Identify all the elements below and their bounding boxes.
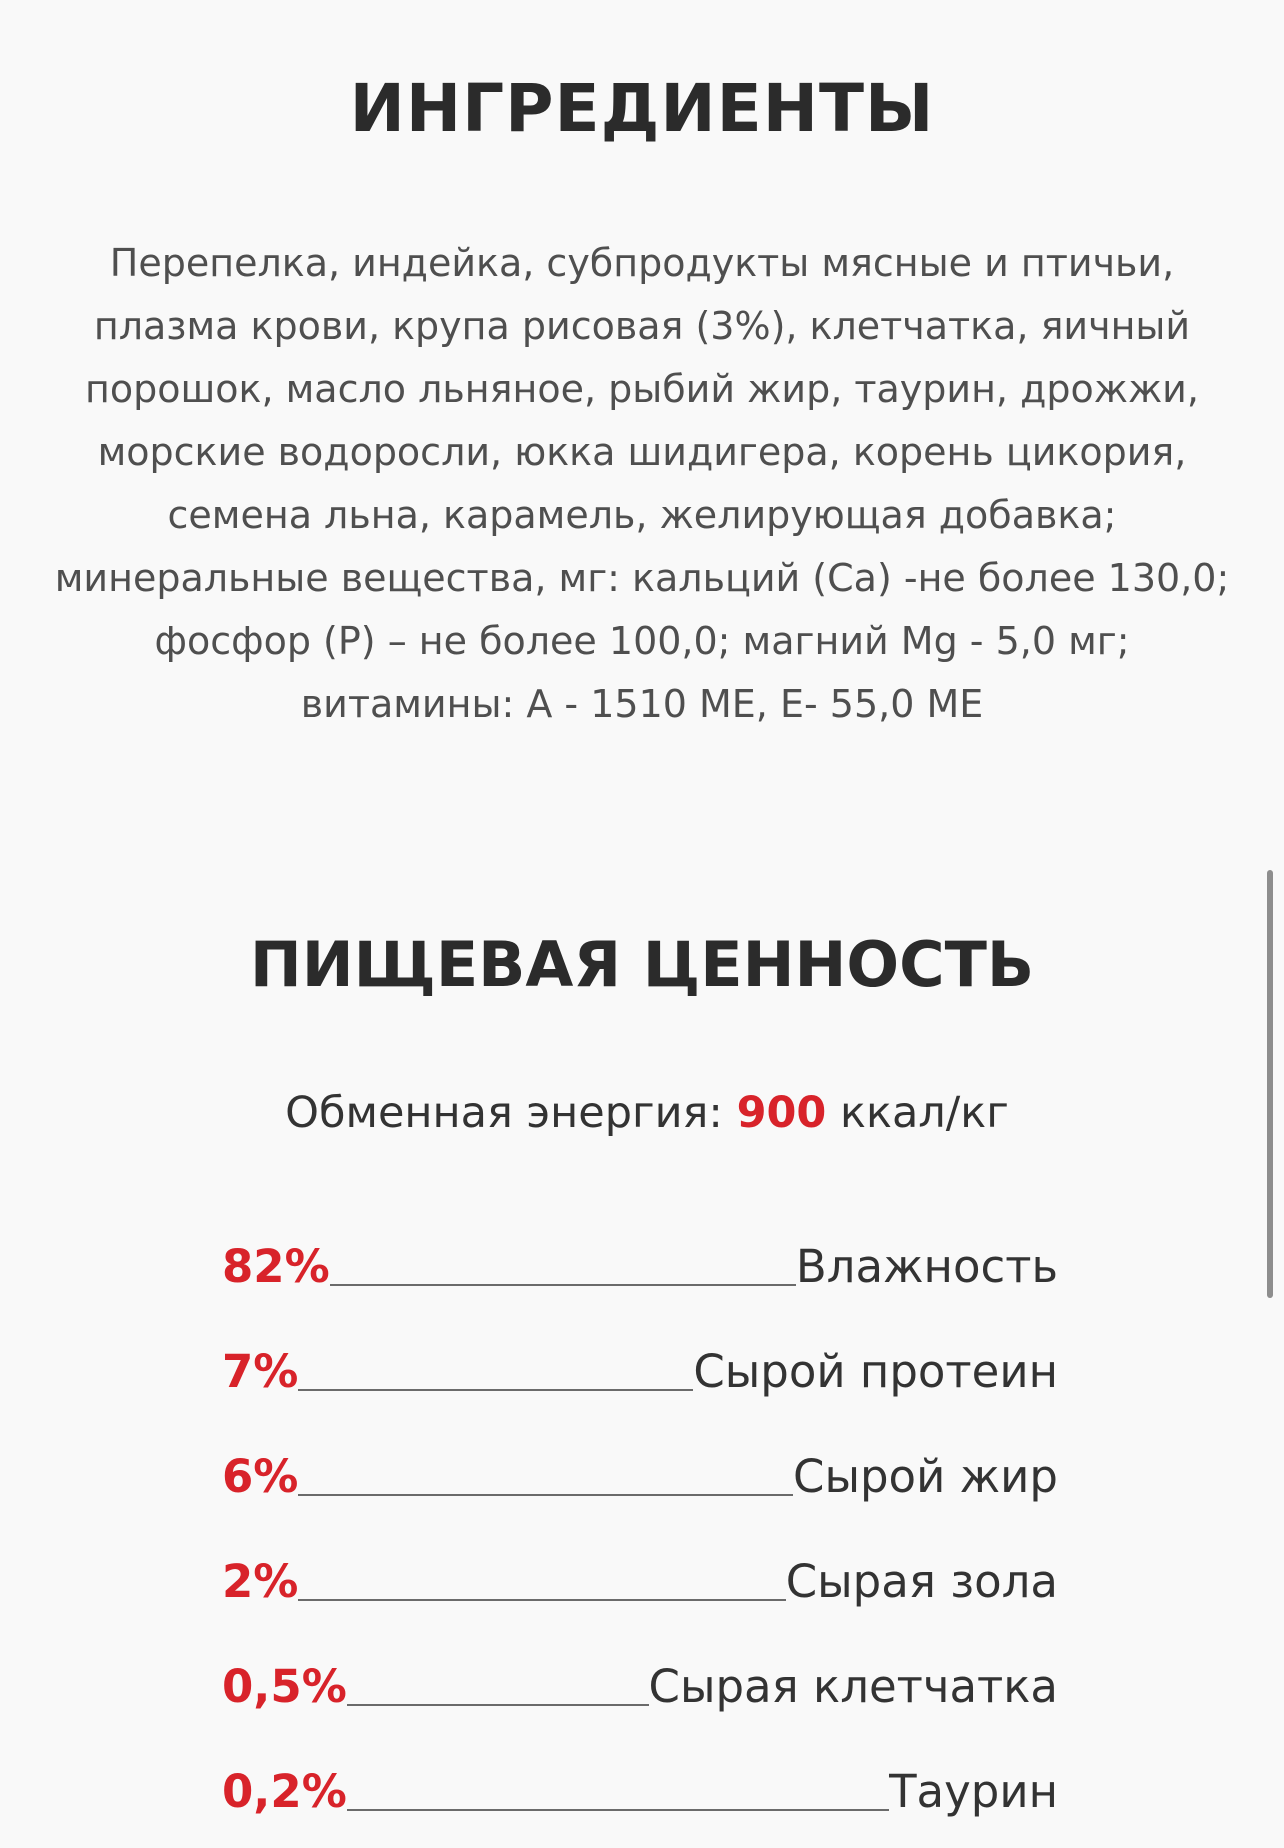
nutrient-percent: 0,2% <box>222 1765 347 1818</box>
nutrient-percent: 82% <box>222 1240 330 1293</box>
leader-line <box>330 1284 796 1286</box>
nutrient-percent: 6% <box>222 1450 299 1503</box>
leader-line <box>298 1389 693 1391</box>
nutrient-row <box>222 1400 1058 1505</box>
nutrient-row <box>222 1190 1058 1295</box>
energy-label: Обменная энергия: <box>285 1088 723 1138</box>
ingredients-line: семена льна, карамель, желирующая добавка; <box>167 493 1117 537</box>
nutrient-row <box>222 1715 1058 1820</box>
nutrient-name: Сырая зола <box>785 1555 1058 1608</box>
nutrient-list <box>222 1190 1058 1820</box>
nutrient-name: Влажность <box>795 1240 1058 1293</box>
ingredients-line: порошок, масло льняное, рыбий жир, таурин, дрожжи, <box>85 367 1199 411</box>
ingredients-line: фосфор (P) – не более 100,0; магний Mg - 5,0 мг; <box>154 619 1130 663</box>
nutrient-name: Сырой протеин <box>693 1345 1058 1398</box>
ingredients-line: минеральные вещества, мг: кальций (Ca) -не более 130,0; <box>54 556 1230 600</box>
leader-line <box>347 1704 649 1706</box>
nutrient-row <box>222 1505 1058 1610</box>
nutrient-percent: 0,5% <box>222 1660 347 1713</box>
energy-value: 900 <box>736 1088 827 1138</box>
nutrition-heading: ПИЩЕВАЯ ЦЕННОСТЬ <box>249 928 1035 1001</box>
energy-line <box>0 1088 1284 1138</box>
energy-unit: ккал/кг <box>840 1088 1009 1138</box>
nutrient-name: Сырая клетчатка <box>648 1660 1058 1713</box>
ingredients-line: плазма крови, крупа рисовая (3%), клетчатка, яичный <box>93 304 1191 348</box>
leader-line <box>347 1809 889 1811</box>
ingredients-heading: ИНГРЕДИЕНТЫ <box>349 70 935 147</box>
scrollbar-thumb[interactable] <box>1267 870 1273 1298</box>
ingredients-line: морские водоросли, юкка шидигера, корень цикория, <box>97 430 1187 474</box>
ingredients-text <box>0 232 1284 736</box>
nutrient-row <box>222 1295 1058 1400</box>
nutrient-name: Сырой жир <box>793 1450 1058 1503</box>
leader-line <box>298 1494 793 1496</box>
ingredients-line: Перепелка, индейка, субпродукты мясные и птичьи, <box>109 241 1175 285</box>
ingredients-line: витамины: А - 1510 МЕ, Е- 55,0 МЕ <box>300 682 984 726</box>
nutrient-percent: 7% <box>222 1345 299 1398</box>
leader-line <box>298 1599 785 1601</box>
nutrient-row <box>222 1610 1058 1715</box>
nutrient-percent: 2% <box>222 1555 299 1608</box>
nutrient-name: Таурин <box>889 1765 1058 1818</box>
